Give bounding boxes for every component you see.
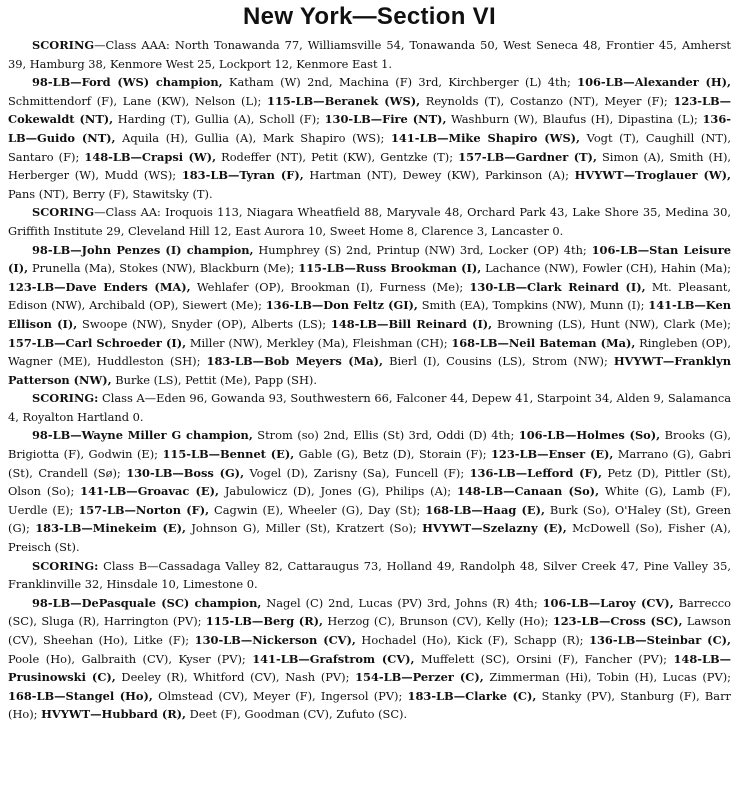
bold-entry: 148-LB—Canaan (So), (456, 484, 600, 499)
text-run: Rodeffer (NT), Petit (KW), Gentzke (T); (216, 149, 459, 164)
bold-entry: HVYWT—Szelazny (E), (422, 521, 567, 536)
text-run: Burke (LS), Pettit (Me), Papp (SH). (111, 372, 317, 387)
text-run: Cagwin (E), Wheeler (G), Day (St); (209, 502, 426, 517)
bold-entry: 106-LB—Laroy (CV), (542, 595, 674, 610)
text-run: Brooks (G), Brigiotta (F), Godwin (E); (8, 428, 732, 462)
text-run: Schmittendorf (F), Lane (KW), Nelson (L); (8, 93, 268, 108)
text-run: Lawson (CV), Sheehan (Ho), Litke (F); (8, 614, 731, 647)
text-run: Gable (G), Betz (D), Storain (F); (294, 447, 491, 462)
results-paragraph (8, 241, 731, 390)
text-run: Hochadel (Ho), Kick (F), Schapp (R); (355, 633, 590, 647)
bold-entry: 123-LB—Cokewaldt (NT), (8, 93, 732, 127)
page-title: New York—Section VI (243, 3, 496, 30)
text-run: Herzog (C), Brunson (CV), Kelly (Ho); (323, 614, 553, 629)
bold-entry: 157-LB—Gardner (T), (458, 149, 597, 164)
text-run: Marrano (G), Gabri (St), Crandell (Sø); (8, 447, 731, 480)
bold-entry: 141-LB—Mike Shapiro (WS), (390, 130, 581, 145)
text-run: Johnson G), Miller (St), Kratzert (So); (185, 521, 423, 536)
results-paragraph (8, 557, 731, 594)
results-paragraph (8, 203, 731, 240)
bold-entry: 148-LB—Bill Reinard (I), (330, 316, 493, 331)
text-run: Strom (so) 2nd, Ellis (St) 3rd, Oddi (D) 4th; (252, 428, 519, 443)
text-run: Stanky (PV), Stanburg (F), Barr (Ho); (8, 688, 731, 722)
text-run: Hartman (NT), Dewey (KW), Parkinson (A); (303, 168, 575, 183)
text-run: Reynolds (T), Costanzo (NT), Meyer (F); (420, 93, 674, 108)
text-run: —Class AA: Iroquois 113, Niagara Wheatfield 88, Maryvale 48, Orchard Park 43, Lake Shore 35, Medina 30, Griffith Institute 29, Cleveland Hill 12, East Aurora 10, Sweet Home 8, Clarence 3, Lancaster 0. (8, 205, 731, 238)
bold-entry: 168-LB—Stangel (Ho), (8, 688, 153, 703)
bold-entry: 115-LB—Russ Brookman (I), (298, 261, 482, 276)
bold-entry: HVYWT—Hubbard (R), (41, 707, 187, 722)
text-run: Browning (LS), Hunt (NW), Clark (Me); (492, 316, 731, 331)
bold-entry: 115-LB—Berg (R), (205, 614, 324, 629)
bold-entry: 157-LB—Norton (F), (78, 502, 210, 517)
bold-entry: 123-LB—Cross (SC), (552, 614, 683, 629)
bold-entry: 141-LB—Ken Ellison (I), (8, 298, 731, 331)
text-run: Deet (F), Goodman (CV), Zufuto (SC). (186, 707, 408, 722)
bold-entry: 136-LB—Guido (NT), (8, 112, 731, 145)
bold-entry: 130-LB—Boss (G), (126, 465, 245, 480)
bold-entry: 183-LB—Clarke (C), (407, 688, 537, 703)
bold-entry: 136-LB—Steinbar (C), (589, 633, 731, 647)
bold-entry: SCORING (32, 38, 95, 52)
text-run: McDowell (So), Fisher (A), Preisch (St). (8, 521, 731, 555)
bold-entry: 106-LB—Stan Leisure (I), (8, 242, 731, 276)
text-run: Washburn (W), Blaufus (H), Dipastina (L); (446, 112, 703, 127)
text-run: Bierl (I), Cousins (LS), Strom (NW); (383, 354, 614, 369)
bold-entry: 154-LB—Perzer (C), (355, 670, 484, 685)
text-run: Poole (Ho), Galbraith (CV), Kyser (PV); (8, 651, 253, 666)
bold-entry: 130-LB—Clark Reinard (I), (469, 279, 646, 294)
bold-entry: 148-LB—Prusinowski (C), (8, 651, 732, 685)
text-run: Class B—Cassadaga Valley 82, Cattaraugus 73, Holland 49, Randolph 48, Silver Creek 47, Pine Valley 35, Franklinville 32, Hinsdale 10, Limestone 0. (8, 558, 731, 592)
text-run: Mt. Pleasant, Edison (NW), Archibald (OP), Siewert (Me); (8, 279, 731, 313)
text-run: —Class AAA: North Tonawanda 77, Williamsville 54, Tonawanda 50, West Seneca 48, Frontier 45, Amherst 39, Hamburg 38, Kenmore West 25, Lockport 12, Kenmore East 1. (8, 38, 731, 71)
text-run: Muffelett (SC), Orsini (F), Fancher (PV); (414, 651, 674, 666)
bold-entry: HVYWT—Franklyn Patterson (NW), (8, 354, 731, 387)
bold-entry: 130-LB—Fire (NT), (324, 112, 447, 127)
bold-entry: 148-LB—Crapsi (W), (84, 149, 217, 164)
results-paragraph (8, 594, 731, 724)
text-run: Prunella (Ma), Stokes (NW), Blackburn (Me); (28, 261, 299, 276)
bold-entry: 98-LB—John Penzes (I) champion, (32, 242, 254, 257)
bold-entry: 123-LB—Enser (E), (491, 447, 614, 462)
text-run: Class A—Eden 96, Gowanda 93, Southwestern 66, Falconer 44, Depew 41, Starpoint 34, Alden 9, Salamanca 4, Royalton Hartland 0. (8, 391, 731, 424)
bold-entry: 98-LB—Wayne Miller G champion, (32, 428, 253, 443)
bold-entry: 168-LB—Neil Bateman (Ma), (451, 335, 636, 350)
text-run: Nagel (C) 2nd, Lucas (PV) 3rd, Johns (R) 4th; (261, 595, 543, 610)
results-paragraph (8, 73, 731, 203)
text-run: White (G), Lamb (F), Uerdle (E); (8, 484, 731, 517)
results-body (8, 36, 731, 724)
bold-entry: HVYWT—Troglauer (W), (574, 168, 732, 183)
text-run: Vogel (D), Zarisny (Sa), Funcell (F); (244, 465, 470, 480)
bold-entry: 98-LB—Ford (WS) champion, (32, 75, 223, 90)
bold-entry: 115-LB—Bennet (E), (162, 447, 295, 462)
text-run: Deeley (R), Whitford (CV), Nash (PV); (115, 670, 356, 685)
text-run: Jabulowicz (D), Jones (G), Philips (A); (218, 484, 457, 499)
text-run: Pans (NT), Berry (F), Stawitsky (T). (8, 186, 213, 201)
text-run: Barrecco (SC), Sluga (R), Harrington (PV); (8, 595, 731, 629)
text-run: Smith (EA), Tompkins (NW), Munn (I); (417, 298, 649, 313)
text-run: Miller (NW), Merkley (Ma), Fleishman (CH); (186, 335, 452, 350)
results-paragraph (8, 36, 731, 73)
text-run: Humphrey (S) 2nd, Printup (NW) 3rd, Locker (OP) 4th; (253, 242, 592, 257)
text-run: Aquila (H), Gullia (A), Mark Shapiro (WS); (115, 130, 391, 145)
bold-entry: 115-LB—Beranek (WS), (267, 93, 421, 108)
text-run: Petz (D), Pittler (St), Olson (So); (8, 465, 731, 499)
bold-entry: 106-LB—Alexander (H), (577, 75, 731, 90)
bold-entry: 183-LB—Minekeim (E), (35, 521, 186, 536)
text-run: Simon (A), Smith (H), Herberger (W), Mudd (WS); (8, 149, 732, 183)
bold-entry: 183-LB—Tyran (F), (181, 168, 304, 183)
text-run: Vogt (T), Caughill (NT), Santaro (F); (8, 130, 731, 164)
bold-entry: 141-LB—Grafstrom (CV), (252, 651, 415, 666)
bold-entry: 157-LB—Carl Schroeder (I), (8, 335, 187, 350)
bold-entry: 98-LB—DePasquale (SC) champion, (32, 595, 262, 610)
bold-entry: 141-LB—Groavac (E), (80, 484, 219, 499)
bold-entry: 130-LB—Nickerson (CV), (194, 633, 356, 647)
text-run: Ringleben (OP), Wagner (ME), Huddleston (SH); (8, 335, 731, 369)
bold-entry: 183-LB—Bob Meyers (Ma), (206, 354, 384, 369)
bold-entry: 136-LB—Lefford (F), (469, 465, 602, 480)
bold-entry: 123-LB—Dave Enders (MA), (8, 279, 191, 294)
text-run: Harding (T), Gullia (A), Scholl (F); (113, 112, 325, 127)
bold-entry: SCORING: (32, 558, 99, 573)
text-run: Wehlafer (OP), Brookman (I), Furness (Me); (190, 279, 470, 294)
bold-entry: 136-LB—Don Feltz (GI), (265, 298, 418, 313)
results-paragraph (8, 426, 731, 556)
text-run: Lachance (NW), Fowler (CH), Hahin (Ma); (481, 261, 731, 276)
text-run: Olmstead (CV), Meyer (F), Ingersol (PV); (152, 688, 408, 703)
text-run: Zimmerman (Hi), Tobin (H), Lucas (PV); (483, 670, 731, 685)
results-paragraph (8, 389, 731, 426)
bold-entry: SCORING (32, 205, 95, 220)
text-run: Swoope (NW), Snyder (OP), Alberts (LS); (77, 316, 331, 331)
text-run: Katham (W) 2nd, Machina (F) 3rd, Kirchberger (L) 4th; (222, 75, 578, 90)
bold-entry: 168-LB—Haag (E), (425, 502, 545, 517)
bold-entry: SCORING: (32, 391, 99, 406)
bold-entry: 106-LB—Holmes (So), (518, 428, 661, 443)
text-run: Burk (So), O'Haley (St), Green (G); (8, 502, 732, 536)
